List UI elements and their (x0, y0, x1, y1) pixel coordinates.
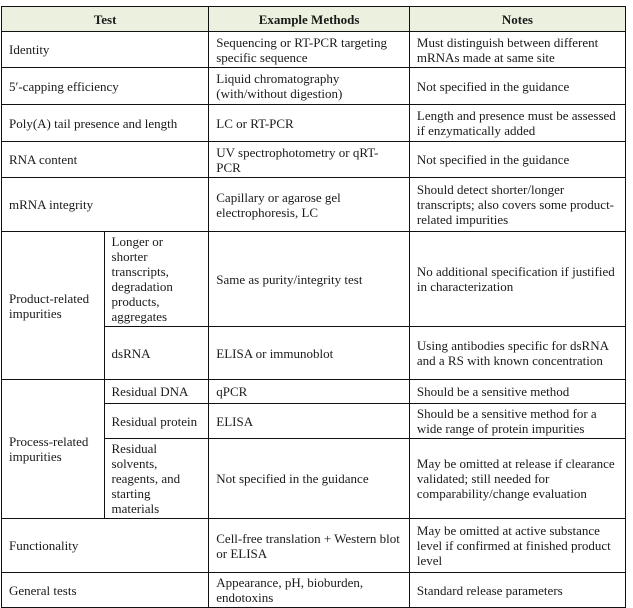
notes-cell: May be omitted at release if clearance validated; still needed for comparability/change evaluation (409, 439, 625, 519)
header-notes: Notes (409, 7, 625, 32)
test-cell: Functionality (2, 519, 209, 573)
table-row (2, 232, 626, 327)
test-cell: General tests (2, 573, 209, 608)
test-cell: Poly(A) tail presence and length (2, 105, 209, 142)
notes-cell: Length and presence must be assessed if enzymatically added (409, 105, 625, 142)
notes-cell: Must distinguish between different mRNAs made at same site (409, 32, 625, 68)
notes-cell: Standard release parameters (409, 573, 625, 608)
table-row (2, 573, 626, 608)
test-cell: RNA content (2, 142, 209, 178)
test-cell: 5′-capping efficiency (2, 68, 209, 105)
header-methods: Example Methods (209, 7, 410, 32)
notes-cell: Should be a sensitive method (409, 380, 625, 404)
group-cell-product-related: Product-related impurities (2, 232, 105, 380)
table-row (2, 32, 626, 68)
table-row (2, 519, 626, 573)
test-cell: mRNA integrity (2, 178, 209, 232)
sub-test-cell: Residual solvents, reagents, and starting materials (104, 439, 209, 519)
table-row (2, 105, 626, 142)
method-cell: LC or RT-PCR (209, 105, 410, 142)
test-cell: Identity (2, 32, 209, 68)
table-row (2, 68, 626, 105)
notes-cell: No additional specification if justified in characterization (409, 232, 625, 327)
method-cell: Capillary or agarose gel electrophoresis, LC (209, 178, 410, 232)
table-row (2, 142, 626, 178)
sub-test-cell: Residual DNA (104, 380, 209, 404)
table-row (2, 380, 626, 404)
notes-cell: Should detect shorter/longer transcripts; also covers some product-related impurities (409, 178, 625, 232)
method-cell: Not specified in the guidance (209, 439, 410, 519)
sub-test-cell: Residual protein (104, 404, 209, 439)
method-cell: Cell-free translation + Western blot or ELISA (209, 519, 410, 573)
notes-cell: Using antibodies specific for dsRNA and a RS with known concentration (409, 327, 625, 380)
method-cell: ELISA or immunoblot (209, 327, 410, 380)
method-cell: qPCR (209, 380, 410, 404)
header-row (2, 7, 626, 32)
method-cell: Liquid chromatography (with/without digestion) (209, 68, 410, 105)
method-cell: Sequencing or RT-PCR targeting specific sequence (209, 32, 410, 68)
notes-cell: Should be a sensitive method for a wide range of protein impurities (409, 404, 625, 439)
sub-test-cell: dsRNA (104, 327, 209, 380)
notes-cell: Not specified in the guidance (409, 142, 625, 178)
sub-test-cell: Longer or shorter transcripts, degradation products, aggregates (104, 232, 209, 327)
notes-cell: May be omitted at active substance level if confirmed at finished product level (409, 519, 625, 573)
method-cell: Appearance, pH, bioburden, endotoxins (209, 573, 410, 608)
method-cell: Same as purity/integrity test (209, 232, 410, 327)
group-cell-process-related: Process-related impurities (2, 380, 105, 519)
mrna-test-table (1, 6, 626, 608)
notes-cell: Not specified in the guidance (409, 68, 625, 105)
method-cell: UV spectrophotometry or qRT-PCR (209, 142, 410, 178)
table-row (2, 178, 626, 232)
header-test: Test (2, 7, 209, 32)
method-cell: ELISA (209, 404, 410, 439)
